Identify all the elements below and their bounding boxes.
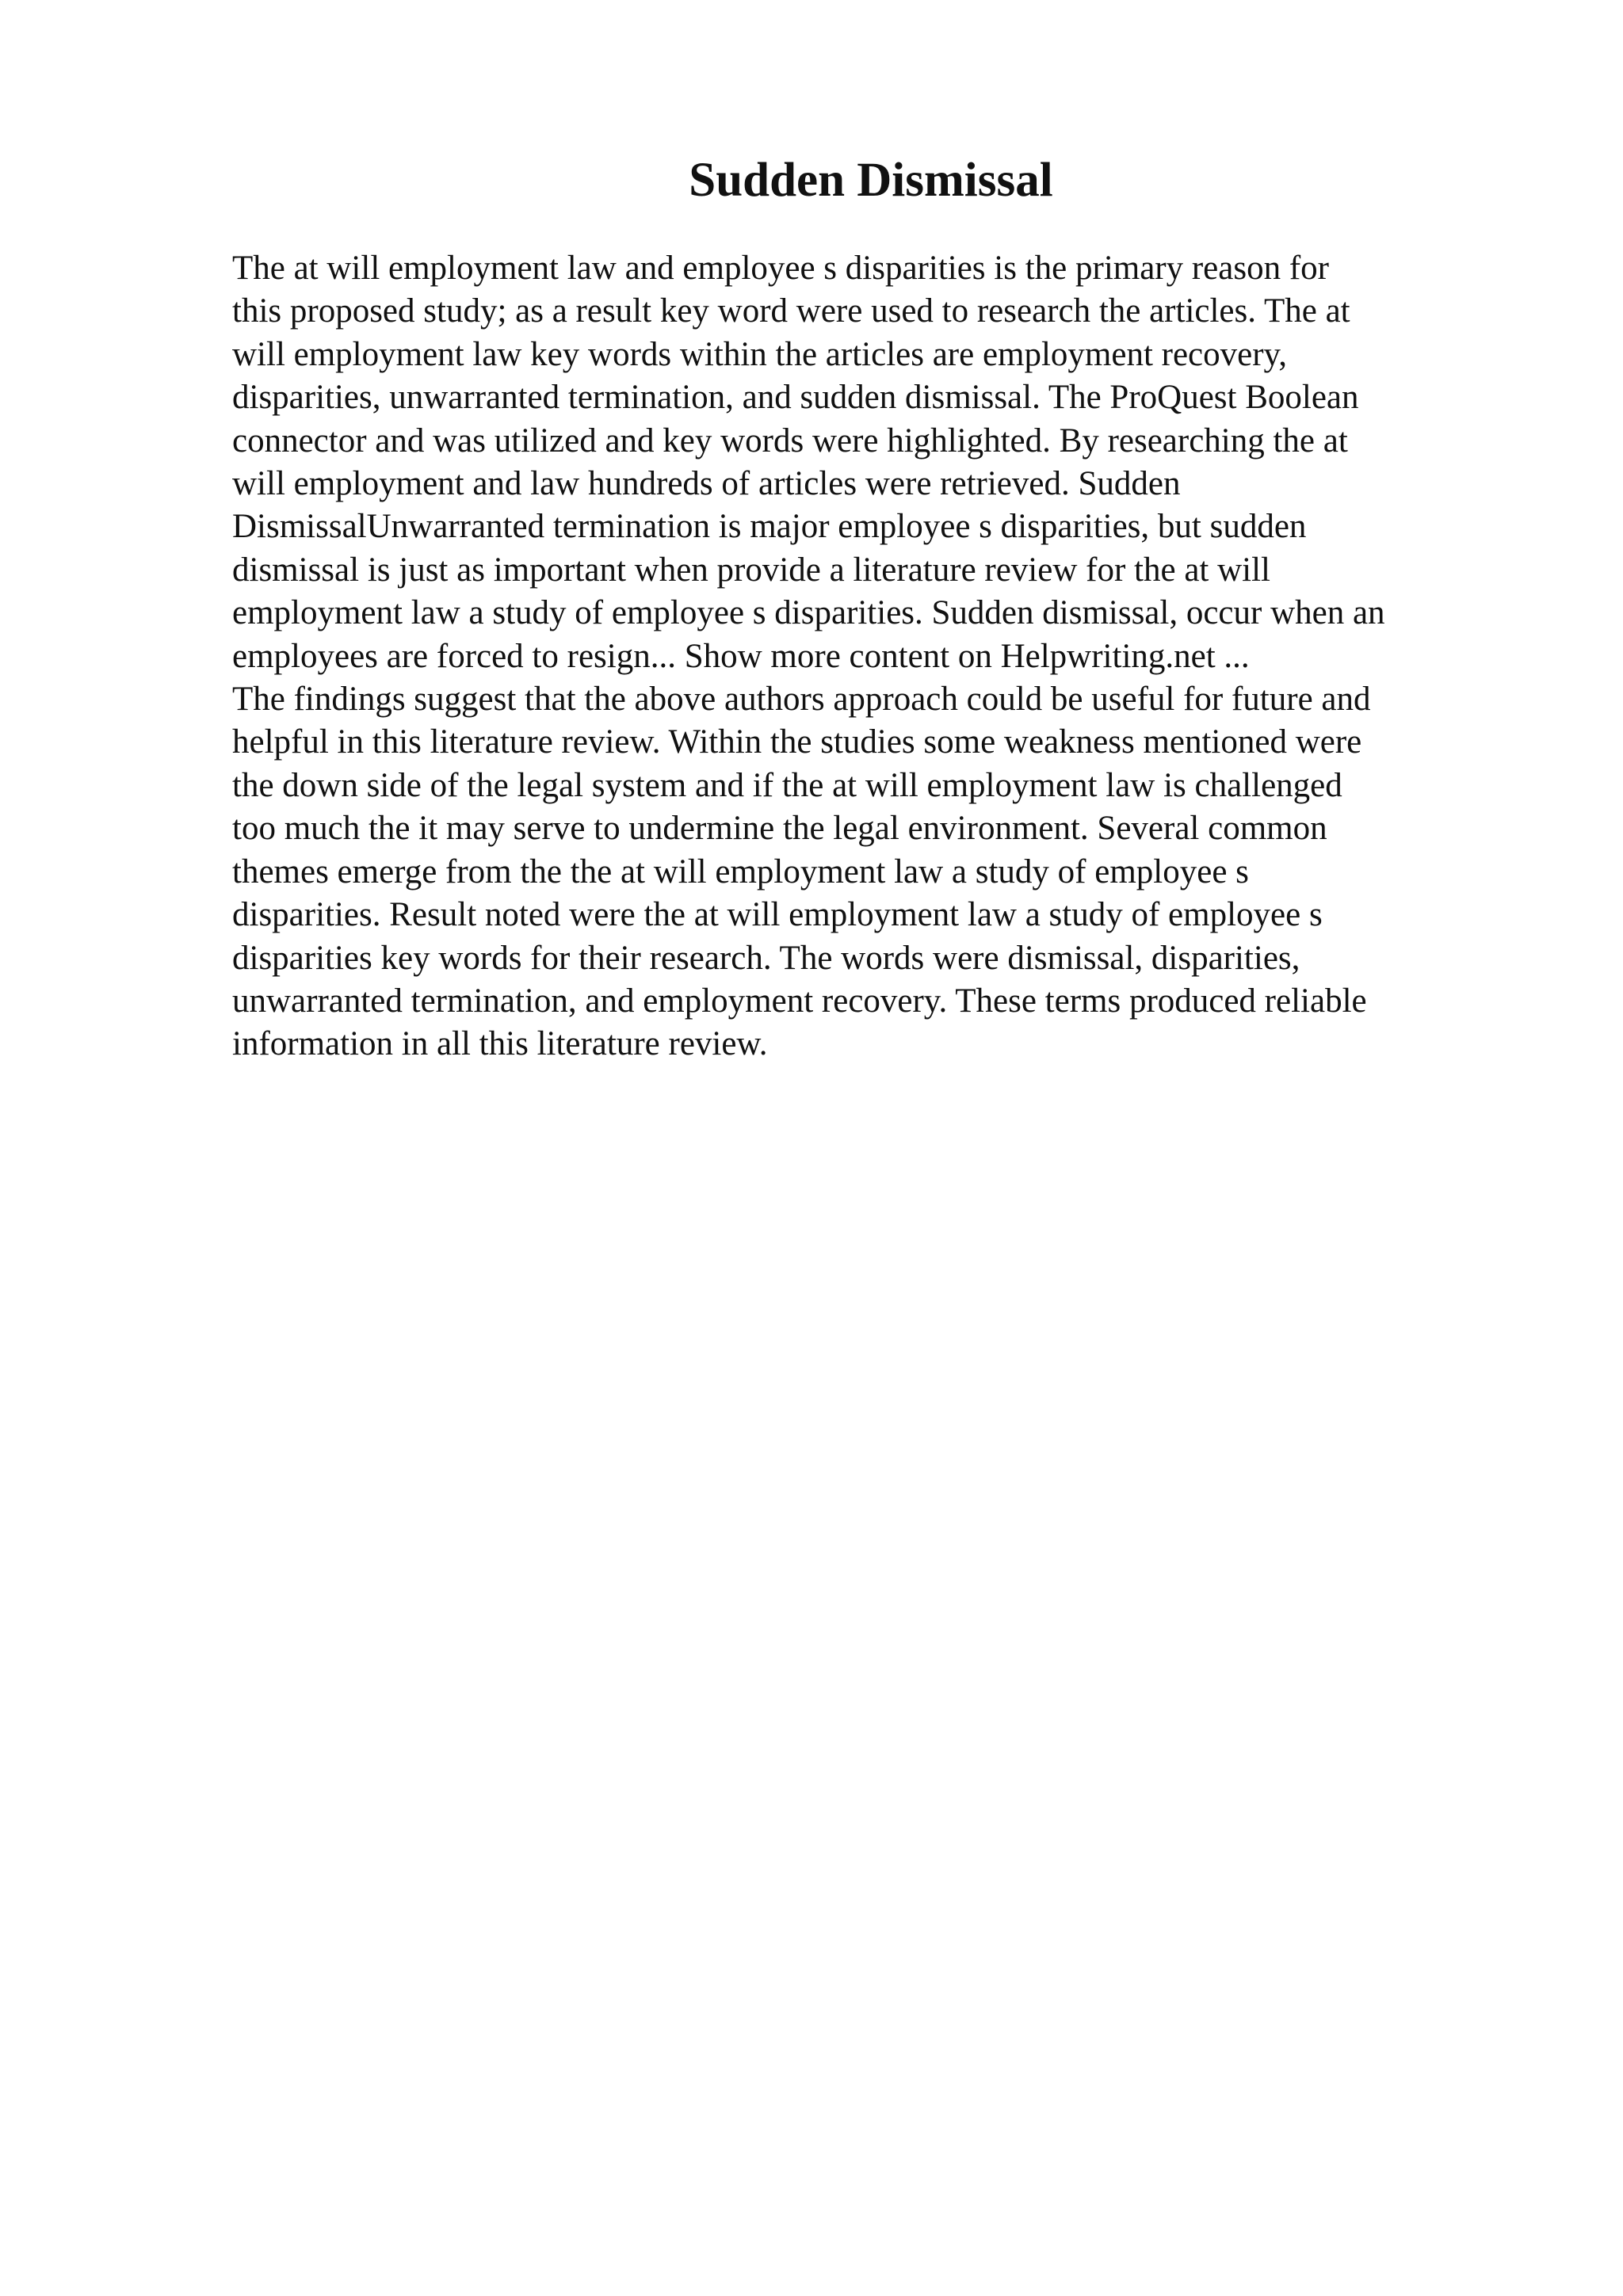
text-line: unwarranted termination, and employment recovery. These terms produced reliable — [232, 982, 1367, 1020]
text-line: disparities, unwarranted termination, and sudden dismissal. The ProQuest Boolean — [232, 379, 1359, 417]
text-line: dismissal is just as important when provide a literature review for the at will — [232, 551, 1270, 589]
text-line: too much the it may serve to undermine the legal environment. Several common — [232, 810, 1327, 848]
text-line: this proposed study; as a result key word were used to research the articles. The at — [232, 292, 1350, 330]
text-line: The findings suggest that the above authors approach could be useful for future and — [232, 681, 1371, 719]
text-line: DismissalUnwarranted termination is major employee s disparities, but sudden — [232, 508, 1307, 546]
text-line: employees are forced to resign... Show more content on Helpwriting.net ... — [232, 637, 1250, 675]
text-line: The at will employment law and employee s disparities is the primary reason for — [232, 250, 1329, 287]
text-line: will employment law key words within the articles are employment recovery, — [232, 335, 1288, 373]
text-line: themes emerge from the the at will employment law a study of employee s — [232, 852, 1249, 891]
text-line: helpful in this literature review. Within the studies some weakness mentioned were — [232, 723, 1362, 761]
text-line: connector and was utilized and key words were highlighted. By researching the at — [232, 421, 1348, 460]
text-line: the down side of the legal system and if the at will employment law is challenged — [232, 766, 1342, 804]
page-title: Sudden Dismissal — [689, 154, 1053, 207]
body-text — [232, 247, 1500, 1066]
text-line: disparities key words for their research. The words were dismissal, disparities, — [232, 939, 1300, 977]
text-line: employment law a study of employee s disparities. Sudden dismissal, occur when an — [232, 594, 1385, 632]
text-line: information in all this literature review. — [232, 1025, 768, 1063]
text-line: will employment and law hundreds of articles were retrieved. Sudden — [232, 465, 1181, 503]
text-line: disparities. Result noted were the at will employment law a study of employee s — [232, 896, 1323, 934]
